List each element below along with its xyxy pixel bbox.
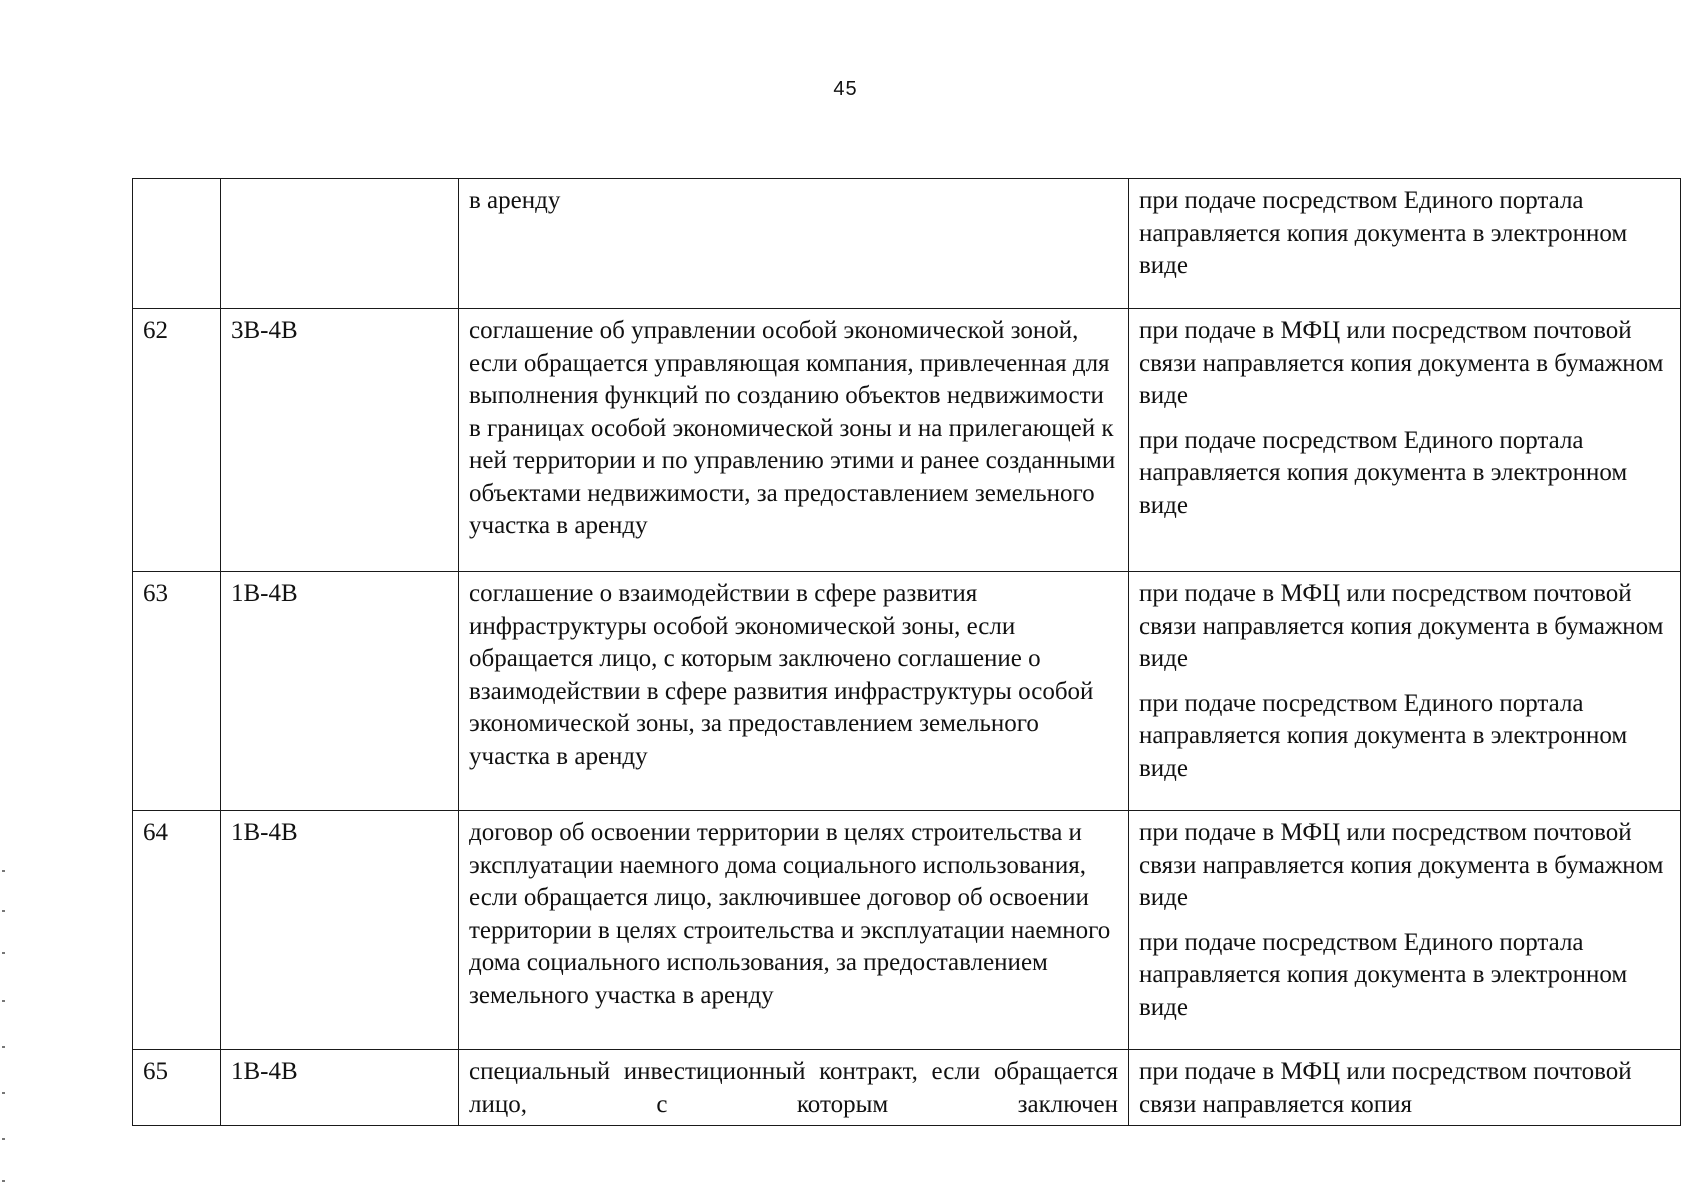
row-description: договор об освоении территории в целях строительства и эксплуатации наемного дома социального использования, если обращается лицо, заключившее договор об освоении территории в целях строительства и эксплуатации наемного дома социального использования, за предоставлением земельного участка в аренду	[459, 811, 1129, 1050]
row-notes	[1129, 1050, 1681, 1126]
note-electronic: при подаче посредством Единого портала направляется копия документа в электронном виде	[1139, 689, 1628, 782]
row-notes	[1129, 179, 1681, 309]
row-number	[133, 179, 221, 309]
note-paper: при подаче в МФЦ или посредством почтовой связи направляется копия документа в бумажном виде	[1139, 819, 1664, 911]
note-electronic: при подаче посредством Единого портала направляется копия документа в электронном виде	[1139, 426, 1628, 519]
note-electronic: при подаче посредством Единого портала направляется копия документа в электронном виде	[1139, 928, 1628, 1021]
row-notes	[1129, 309, 1681, 572]
table-row	[133, 572, 1681, 811]
row-code: 3В-4В	[221, 309, 459, 572]
row-description: соглашение об управлении особой экономической зоной, если обращается управляющая компания, привлеченная для выполнения функций по созданию объектов недвижимости в границах особой экономической зоны и на прилегающей к ней территории и по управлению этими и ранее созданными объектами недвижимости, за предоставлением земельного участка в аренду	[459, 309, 1129, 572]
row-notes	[1129, 811, 1681, 1050]
note-electronic: при подаче посредством Единого портала направляется копия документа в электронном виде	[1139, 187, 1628, 279]
page-number: 45	[833, 78, 858, 100]
row-number: 62	[133, 309, 221, 572]
table-row	[133, 811, 1681, 1050]
row-description: в аренду	[459, 179, 1129, 309]
table-row	[133, 179, 1681, 309]
note-paper: при подаче в МФЦ или посредством почтовой связи направляется копия документа в бумажном виде	[1139, 317, 1664, 409]
row-description: специальный инвестиционный контракт, если обращается лицо, с которым заключен	[459, 1050, 1129, 1126]
row-number: 63	[133, 572, 221, 811]
row-number: 64	[133, 811, 221, 1050]
row-description: соглашение о взаимодействии в сфере развития инфраструктуры особой экономической зоны, если обращается лицо, с которым заключено соглашение о взаимодействии в сфере развития инфраструктуры особой экономической зоны, за предоставлением земельного участка в аренду	[459, 572, 1129, 811]
table-row	[133, 1050, 1681, 1126]
row-code: 1В-4В	[221, 811, 459, 1050]
document-table	[132, 178, 1681, 1126]
row-code	[221, 179, 459, 309]
row-notes	[1129, 572, 1681, 811]
row-code: 1В-4В	[221, 1050, 459, 1126]
row-number: 65	[133, 1050, 221, 1126]
note-paper: при подаче в МФЦ или посредством почтовой связи направляется копия документа в бумажном виде	[1139, 580, 1664, 672]
table-row	[133, 309, 1681, 572]
scan-edge-marks	[2, 870, 6, 1200]
note-paper: при подаче в МФЦ или посредством почтовой связи направляется копия	[1139, 1058, 1632, 1118]
row-code: 1В-4В	[221, 572, 459, 811]
